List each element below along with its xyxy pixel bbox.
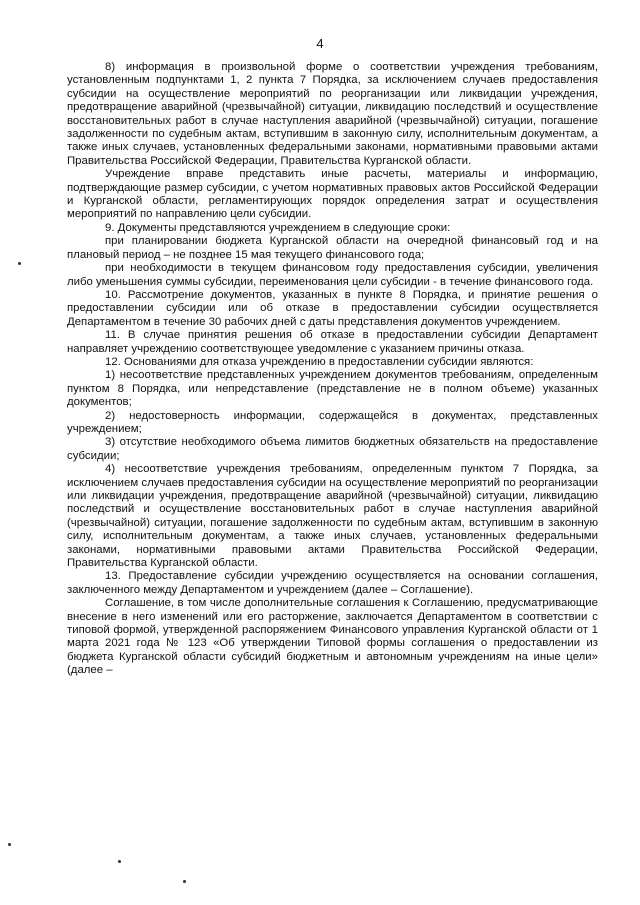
paragraph-ground-4: 4) несоответствие учреждения требованиям, определенным пунктом 7 Порядка, за исключением случаев предоставления субсидии на осуществление мероприятий по реорганизации или ликвидации учреждения, предотвращение аварийной (чрезвычайной) ситуации, ликвидацию последствий и осуществление восстановительных работ в случае наступления аварийной (чрезвычайной) ситуации, погашение задолженности по судебным актам, вступившим в законную силу, исполнительным документам, а также иных случаев, установленных федеральными законами, нормативными правовыми актами Правительства Российской Федерации, Правительства Курганской области. <box>67 463 598 570</box>
paragraph-12-grounds: 12. Основаниями для отказа учреждению в предоставлении субсидии являются: <box>105 355 534 368</box>
page-number: 4 <box>316 36 324 51</box>
paragraph-agreement-form: Соглашение, в том числе дополнительные соглашения к Соглашению, предусматривающие внесение в него изменений или его расторжение, заключается Департаментом в соответствии с типовой формой, утвержденной распоряжением Финансового управления Курганской области от 1 марта 2021 года № 123 «Об утверждении Типовой формы соглашения о предоставлении из бюджета Курганской области субсидий бюджетным и автономным учреждениям на иные цели» (далее – <box>67 597 598 677</box>
paragraph-additional-materials: Учреждение вправе представить иные расчеты, материалы и информацию, подтверждающие размер субсидии, с учетом нормативных правовых актов Российской Федерации и Курганской области, регламентирующих порядок определения затрат и осуществления мероприятий по направлению цели субсидии. <box>67 168 598 221</box>
paragraph-10-review: 10. Рассмотрение документов, указанных в пункте 8 Порядка, и принятие решения о предоставлении субсидии или об отказе в предоставлении субсидии осуществляется Департаментом в течение 30 рабочих дней с даты представления документов учреждением. <box>67 288 598 328</box>
scan-speck <box>8 843 11 846</box>
paragraph-9-deadlines: 9. Документы представляются учреждением в следующие сроки: <box>105 221 451 234</box>
paragraph-deadline-planning: при планировании бюджета Курганской области на очередной финансовый год и на плановый период – не позднее 15 мая текущего финансового года; <box>67 235 598 261</box>
paragraph-11-refusal-notice: 11. В случае принятия решения об отказе в предоставлении субсидии Департамент направляет учреждению соответствующее уведомление с указанием причины отказа. <box>67 329 598 355</box>
paragraph-item-8: 8) информация в произвольной форме о соответствии учреждения требованиям, установленным подпунктами 1, 2 пункта 7 Порядка, за исключением случаев предоставления субсидии на осуществление мероприятий по реорганизации или ликвидации учреждения, предотвращение аварийной (чрезвычайной) ситуации, ликвидацию последствий и осуществление восстановительных работ в случае наступления аварийной (чрезвычайной) ситуации, погашение задолженности по судебным актам, вступившим в законную силу, исполнительным документам, а также иных случаев, установленных федеральными законами, нормативными правовыми актами Правительства Российской Федерации, Правительства Курганской области. <box>67 61 598 167</box>
document-body <box>67 61 598 678</box>
paragraph-ground-2: 2) недостоверность информации, содержащейся в документах, представленных учреждением; <box>67 409 598 435</box>
scan-speck <box>18 262 21 265</box>
paragraph-deadline-current-year: при необходимости в текущем финансовом году предоставления субсидии, увеличения либо уменьшения суммы субсидии, переименования цели субсидии - в течение финансового года. <box>67 262 598 288</box>
scan-speck <box>183 880 186 883</box>
paragraph-ground-3: 3) отсутствие необходимого объема лимитов бюджетных обязательств на предоставление субсидии; <box>67 436 598 462</box>
paragraph-ground-1: 1) несоответствие представленных учреждением документов требованиям, определенным пунктом 8 Порядка, или непредставление (представление не в полном объеме) указанных документов; <box>67 369 598 409</box>
paragraph-13-agreement: 13. Предоставление субсидии учреждению осуществляется на основании соглашения, заключенного между Департаментом и учреждением (далее – Соглашение). <box>67 570 598 596</box>
scan-speck <box>118 860 121 863</box>
